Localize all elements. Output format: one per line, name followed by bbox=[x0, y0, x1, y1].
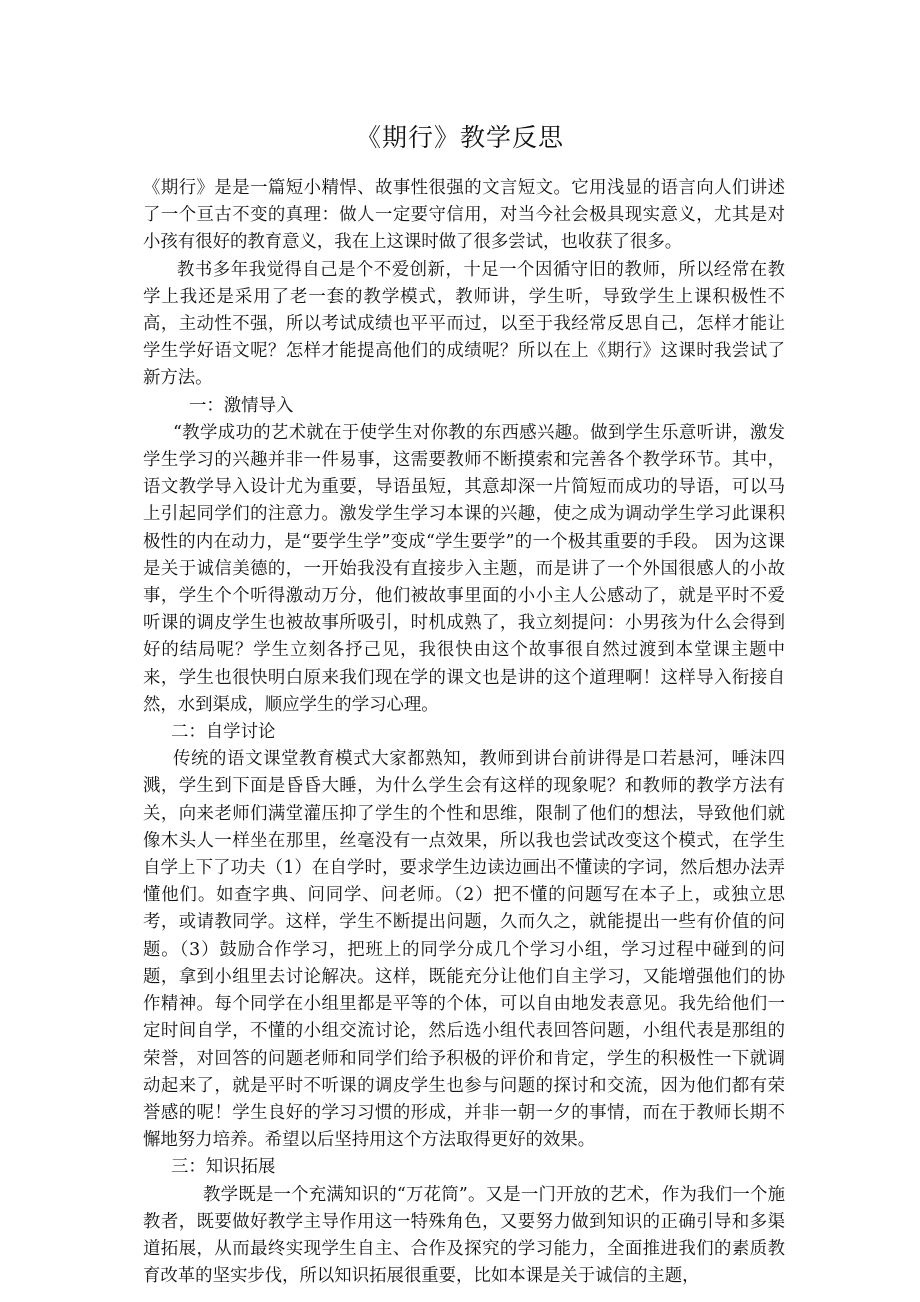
paragraph-intro: 《期行》是是一篇短小精悍、故事性很强的文言短文。它用浅显的语言向人们讲述了一个亘古不变的真理：做人一定要守信用，对当今社会极具现实意义，尤其是对小孩有很好的教育意义，我在上这课时做了很多尝试，也收获了很多。 bbox=[143, 178, 785, 253]
section-heading-2: 二：自学讨论 bbox=[171, 722, 276, 743]
document-body bbox=[143, 175, 785, 1290]
section-heading-3: 三：知识拓展 bbox=[171, 1157, 276, 1178]
paragraph-section-1: “教学成功的艺术就在于使学生对你教的东西感兴趣。做到学生乐意听讲，激发学生学习的兴趣并非一件易事，这需要教师不断摸索和完善各个教学环节。其中，语文教学导入设计尤为重要，导语虽短，其意却深一片简短而成功的导语，可以马上引起同学们的注意力。激发学生学习本课的兴趣，使之成为调动学生学习此课积极性的内在动力，是“要学生学”变成“学生要学”的一个极其重要的手段。 因为这课是关于诚信美德的，一开始我没有直接步入主题，而是讲了一个外国很感人的小故事，学生个个听得激动万分，他们被故事里面的小小主人公感动了，就是平时不爱听课的调皮学生也被故事所吸引，时机成熟了，我立刻提问：小男孩为什么会得到好的结局呢？学生立刻各抒己见，我很快由这个故事很自然过渡到本堂课主题中来，学生也很快明白原来我们现在学的课文也是讲的这个道理啊！这样导入衔接自然，水到渠成，顺应学生的学习心理。 bbox=[143, 422, 785, 715]
paragraph-section-3: 教学既是一个充满知识的“万花筒”。又是一门开放的艺术，作为我们一个施教者，既要做好教学主导作用这一特殊角色，又要努力做到知识的正确引导和多渠道拓展，从而最终实现学生自主、合作及探究的学习能力，全面推进我们的素质教育改革的坚实步伐，所以知识拓展很重要，比如本课是关于诚信的主题， bbox=[143, 1184, 785, 1287]
paragraph-reflection: 教书多年我觉得自己是个不爱创新，十足一个因循守旧的教师，所以经常在教学上我还是采用了老一套的教学模式，教师讲，学生听，导致学生上课积极性不高，主动性不强，所以考试成绩也平平而过，以至于我经常反思自己，怎样才能让学生学好语文呢？怎样才能提高他们的成绩呢？所以在上《期行》这课时我尝试了新方法。 bbox=[143, 259, 785, 389]
section-heading-1: 一：激情导入 bbox=[189, 395, 294, 416]
paragraph-section-2: 传统的语文课堂教育模式大家都熟知，教师到讲台前讲得是口若悬河，唾沫四溅，学生到下面是昏昏大睡，为什么学生会有这样的现象呢？和教师的教学方法有关，向来老师们满堂灌压抑了学生的个性和思维，限制了他们的想法，导致他们就像木头人一样坐在那里，丝毫没有一点效果，所以我也尝试改变这个模式，在学生自学上下了功夫（1）在自学时，要求学生边读边画出不懂读的字词，然后想办法弄懂他们。如查字典、问同学、问老师。（2）把不懂的问题写在本子上，或独立思考，或请教同学。这样，学生不断提出问题，久而久之，就能提出一些有价值的问题。（3）鼓励合作学习，把班上的同学分成几个学习小组，学习过程中碰到的问题，拿到小组里去讨论解决。这样，既能充分让他们自主学习，又能增强他们的协作精神。每个同学在小组里都是平等的个体，可以自由地发表意见。我先给他们一定时间自学，不懂的小组交流讨论，然后选小组代表回答问题，小组代表是那组的荣誉，对回答的问题老师和同学们给予积极的评价和肯定，学生的积极性一下就调动起来了，就是平时不听课的调皮学生也参与问题的探讨和交流，因为他们都有荣誉感的呢！学生良好的学习习惯的形成，并非一朝一夕的事情，而在于教师长期不懈地努力培养。希望以后坚持用这个方法取得更好的效果。 bbox=[143, 749, 785, 1151]
document-title: 《期行》教学反思 bbox=[355, 123, 564, 152]
